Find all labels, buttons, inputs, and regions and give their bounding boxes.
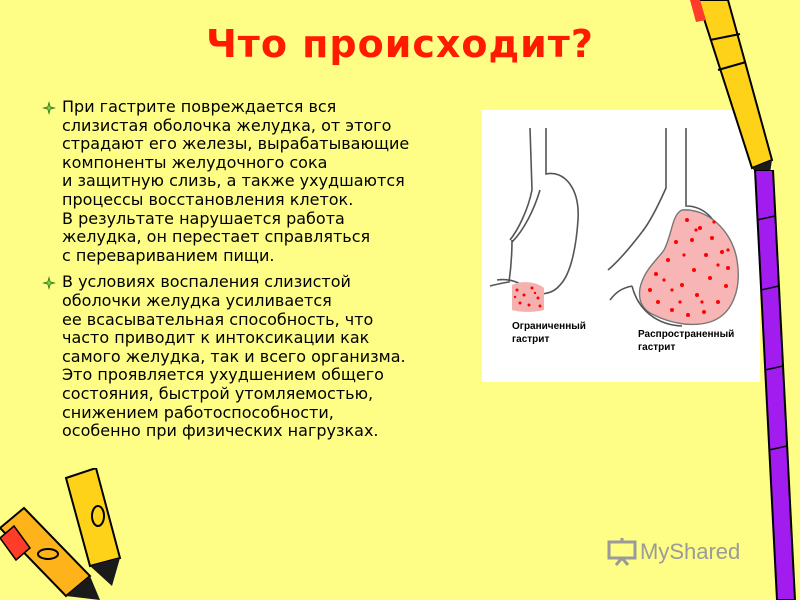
- diamond-bullet-icon: [42, 100, 62, 119]
- watermark: [606, 538, 740, 566]
- inflamed-area-small: [512, 282, 544, 312]
- stomach-left-icon: [490, 128, 578, 310]
- crayons-bottom-icon: [0, 468, 150, 600]
- diamond-bullet-icon: [42, 275, 62, 294]
- bullet-text: В условиях воспаления слизистой оболочки желудка усиливается ее всасывательная способность, что часто приводит к интоксикации как самого желудка, так и всего организма. Это проявляется ухудшением общего состояния, быстрой утомляемостью, снижением работоспособности, особенно при физических нагрузках.: [62, 272, 406, 441]
- crayon-top-icon: [680, 0, 780, 190]
- presentation-board-icon: [606, 538, 640, 566]
- watermark-text: MyShared: [640, 539, 741, 564]
- bullet-item: [42, 273, 512, 440]
- caption-widespread-gastritis: Распространенный гастрит: [638, 329, 735, 353]
- slide-title: Что происходит?: [206, 22, 594, 66]
- crayon-purple-icon: [735, 170, 800, 600]
- bullet-text: При гастрите повреждается вся слизистая оболочка желудка, от этого страдают его железы, вырабатывающие компоненты желудочного сока и защитную слизь, а также ухудшаются процессы восстановления клеток. В результате нарушается работа желудка, он перестает справляться с перевариванием пищи.: [62, 97, 410, 265]
- bullet-list: [42, 98, 512, 449]
- bullet-item: [42, 98, 512, 265]
- inflamed-area-large: [640, 210, 739, 325]
- caption-limited-gastritis: Ограниченный гастрит: [512, 321, 586, 345]
